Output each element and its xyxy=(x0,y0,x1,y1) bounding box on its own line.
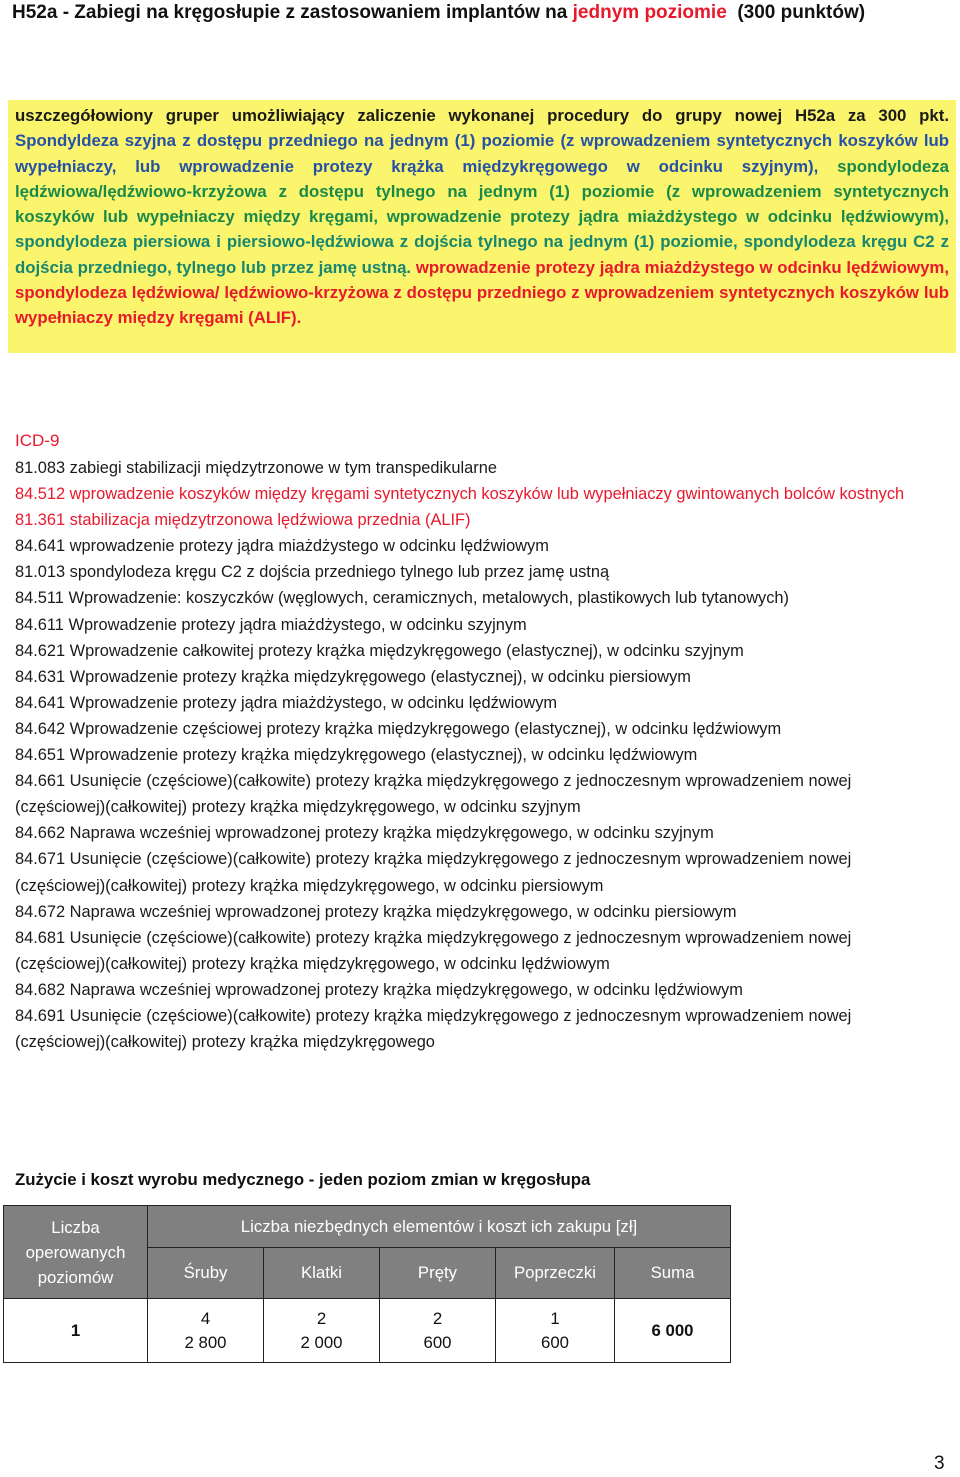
cell-prety-cost: 600 xyxy=(423,1332,452,1352)
icd9-code-item: 84.682 Naprawa wcześniej wprowadzonej protezy krążka międzykręgowego, w odcinku lędźwiowym xyxy=(15,980,743,999)
description-part-2: Spondyldeza szyjna z dostępu przedniego na jednym (1) poziomie (z wprowadzeniem syntetycznych koszyków lub wypełniaczy, lub wprowadzenie protezy krążka międzykręgowego w odcinku szyjnym), xyxy=(15,131,949,176)
header-group-label: Liczba niezbędnych elementów i koszt ich zakupu [zł] xyxy=(240,1216,638,1236)
cell-klatki-cost: 2 000 xyxy=(300,1332,343,1352)
icd9-code-item: 84.671 Usunięcie (częściowe)(całkowite) protezy krążka międzykręgowego z jednoczesnym wprowadzeniem nowej (częściowej)(całkowitej) protezy krążka międzykręgowego, w odcinku piersiowym xyxy=(15,850,852,895)
icd9-code-item: 84.681 Usunięcie (częściowe)(całkowite) protezy krążka międzykręgowego z jednoczesnym wprowadzeniem nowej (częściowej)(całkowitej) protezy krążka międzykręgowego, w odcinku lędźwiowym xyxy=(15,928,852,973)
icd9-code-item: 81.083 zabiegi stabilizacji międzytrzonowe w tym transpedikularne xyxy=(15,459,497,477)
cell-poprzeczki xyxy=(496,1299,615,1363)
icd9-code-item: 84.511 Wprowadzenie: koszyczków (węglowych, ceramicznych, metalowych, plastikowych lub tytanowych) xyxy=(15,589,790,608)
column-header-sruby: Śruby xyxy=(148,1248,264,1299)
icd9-code-item: 84.642 Wprowadzenie częściowej protezy krążka międzykręgowego (elastycznej), w odcinku lędźwiowym xyxy=(15,719,782,738)
cell-sruby-cost: 2 800 xyxy=(184,1332,227,1352)
table-row xyxy=(4,1299,731,1363)
icd9-code-item: 81.361 stabilizacja międzytrzonowa lędźwiowa przednia (ALIF) xyxy=(15,511,471,530)
icd9-code-item: 84.691 Usunięcie (częściowe)(całkowite) protezy krążka międzykręgowego z jednoczesnym wprowadzeniem nowej (częściowej)(całkowitej) protezy krążka międzykręgowego xyxy=(15,1006,852,1052)
column-header-klatki: Klatki xyxy=(264,1248,380,1299)
cell-prety-count: 2 xyxy=(432,1308,443,1328)
column-header-poprzeczki: Poprzeczki xyxy=(496,1248,615,1299)
description-part-1: uszczegółowiony gruper umożliwiający zaliczenie wykonanej procedury do grupy nowej H52a za 300 pkt. xyxy=(15,106,949,125)
page-title xyxy=(12,0,865,26)
column-header-suma: Suma xyxy=(615,1248,731,1299)
page-number: 3 xyxy=(934,1453,945,1474)
icd9-code-item: 84.662 Naprawa wcześniej wprowadzonej protezy krążka międzykręgowego, w odcinku szyjnym xyxy=(15,824,714,843)
cell-klatki-count: 2 xyxy=(316,1308,327,1328)
icd9-code-item: 84.641 Wprowadzenie protezy jądra miażdżystego, w odcinku lędźwiowym xyxy=(15,693,558,712)
header-levels xyxy=(4,1206,148,1299)
cell-levels: 1 xyxy=(4,1299,148,1363)
icd9-code-list xyxy=(15,455,920,1055)
header-group xyxy=(148,1206,731,1248)
icd9-code-item: 84.651 Wprowadzenie protezy krążka międzykręgowego (elastycznej), w odcinku lędźwiowym xyxy=(15,746,698,765)
cell-poprzeczki-cost: 600 xyxy=(541,1332,569,1352)
icd9-code-item: 84.512 wprowadzenie koszyków między kręgami syntetycznych koszyków lub wypełniaczy gwintowanych bolców kostnych xyxy=(15,485,905,504)
icd9-code-item: 84.611 Wprowadzenie protezy jądra miażdżystego, w odcinku szyjnym xyxy=(15,615,527,634)
description-part-5: wprowadzenie protezy jądra miażdżystego w odcinku lędźwiowym, spondylodeza lędźwiowa/ lędźwiowo-krzyżowa z dostępu przedniego z wprowadzeniem syntetycznych koszyków lub wypełniaczy między kręgami (ALIF). xyxy=(15,257,949,328)
cell-sruby xyxy=(148,1299,264,1363)
icd9-code-item: 84.661 Usunięcie (częściowe)(całkowite) protezy krążka międzykręgowego z jednoczesnym wprowadzeniem nowej (częściowej)(całkowitej) protezy krążka międzykręgowego, w odcinku szyjnym xyxy=(15,772,852,817)
cell-poprzeczki-count: 1 xyxy=(550,1308,560,1328)
header-levels-label: Liczba operowanych poziomów xyxy=(25,1217,126,1287)
icd9-code-item: 84.641 wprowadzenie protezy jądra miażdżystego w odcinku lędźwiowym xyxy=(15,537,549,556)
column-header-prety: Pręty xyxy=(380,1248,496,1299)
icd9-code-item: 81.013 spondylodeza kręgu C2 z dojścia przedniego tylnego lub przez jamę ustną xyxy=(15,563,610,582)
cell-prety xyxy=(380,1299,496,1363)
page-title-suffix: (300 punktów) xyxy=(726,2,866,23)
page-title-prefix: H52a - Zabiegi na kręgosłupie z zastosowaniem implantów na xyxy=(12,2,573,23)
cost-table-title: Zużycie i koszt wyrobu medycznego - jeden poziom zmian w kręgosłupa xyxy=(15,1170,591,1189)
cell-suma: 6 000 xyxy=(615,1299,731,1363)
icd9-heading: ICD-9 xyxy=(15,431,60,450)
cell-klatki xyxy=(264,1299,380,1363)
icd9-code-item: 84.631 Wprowadzenie protezy krążka międzykręgowego (elastycznej), w odcinku piersiowym xyxy=(15,667,691,686)
page-title-highlight: jednym poziomie xyxy=(572,2,727,23)
icd9-code-item: 84.621 Wprowadzenie całkowitej protezy krążka międzykręgowego (elastycznej), w odcinku szyjnym xyxy=(15,641,744,660)
grouper-description xyxy=(8,100,956,353)
description-part-4: spondylodeza piersiowa i piersiowo-lędźwiowa z dojścia tylnego na jednym (1) poziomie, spondylodeza kręgu C2 z dojścia przedniego, tylnego lub przez jamę ustną. xyxy=(15,232,949,277)
cell-sruby-count: 4 xyxy=(200,1308,211,1328)
description-part-3: spondylodeza lędźwiowa/lędźwiowo-krzyżowa z dostępu tylnego na jednym (1) poziomie (z wprowadzeniem syntetycznych koszyków lub wypełniaczy między kręgami, wprowadzenie protezy jądra miażdżystego w odcinku lędźwiowym), xyxy=(15,156,949,227)
cost-table xyxy=(3,1205,731,1363)
icd9-code-item: 84.672 Naprawa wcześniej wprowadzonej protezy krążka międzykręgowego, w odcinku piersiowym xyxy=(15,902,737,921)
